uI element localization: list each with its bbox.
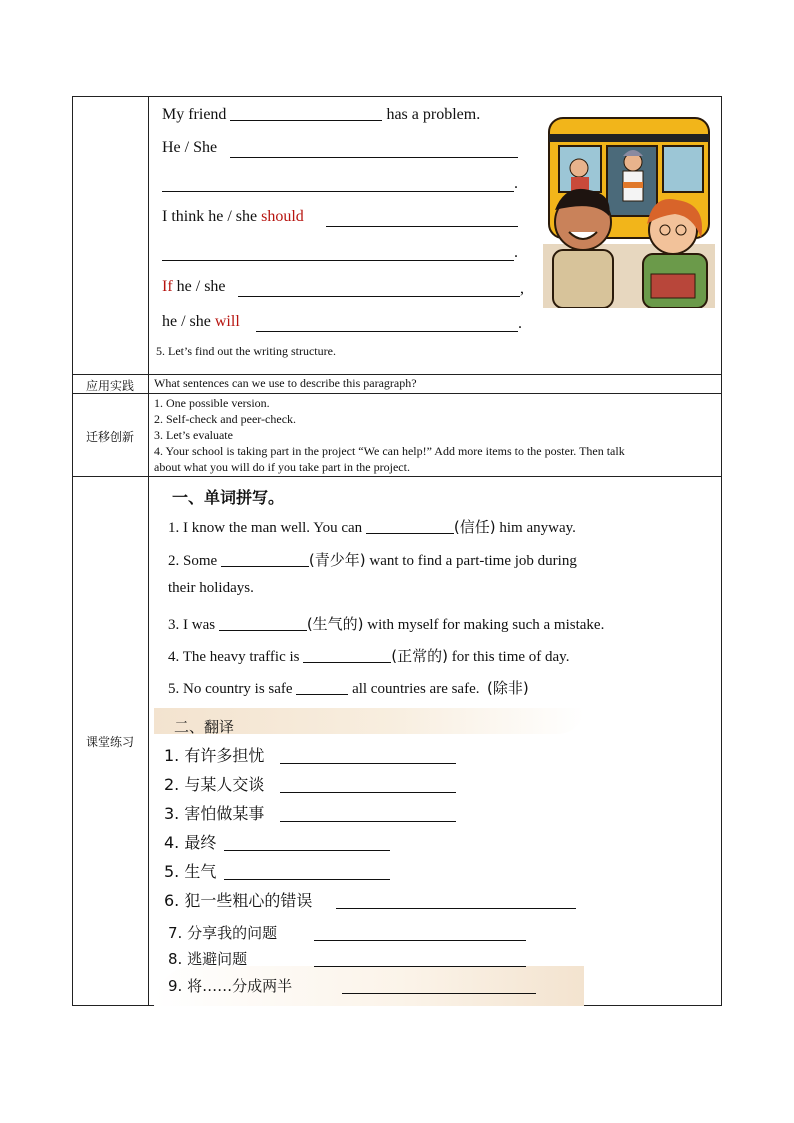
question-text: 3. I was <box>168 617 216 633</box>
transfer-item-4: 4. Your school is taking part in the project “We can help!” Add more items to the poster. Then talk <box>154 444 625 458</box>
writing-text: My friend <box>162 106 227 124</box>
answer-line[interactable] <box>280 821 456 822</box>
translation-item-7: 7. 分享我的问题 <box>168 924 278 942</box>
answer-line[interactable] <box>326 226 518 227</box>
question-text: him anyway. <box>499 520 576 536</box>
spelling-question-5 <box>168 677 529 698</box>
writing-text: He / She <box>162 139 218 156</box>
answer-blank[interactable] <box>221 552 309 567</box>
answer-line[interactable] <box>238 296 520 297</box>
translation-item-5: 5. 生气 <box>164 862 217 881</box>
hint-text: (生气的) <box>306 615 364 633</box>
writing-text: I think he / she <box>162 208 258 225</box>
translation-item-1: 1. 有许多担忧 <box>164 746 265 765</box>
table-border-right <box>721 96 722 1006</box>
lesson-table <box>72 96 722 1006</box>
translation-item-9: 9. 将……分成两半 <box>168 977 293 995</box>
transfer-item-1: 1. One possible version. <box>154 396 270 410</box>
writing-line-7 <box>162 313 240 331</box>
question-text: want to find a part-time job during <box>369 553 577 569</box>
hint-text: (青少年) <box>308 551 366 569</box>
translation-item-4: 4. 最终 <box>164 833 217 852</box>
spelling-question-1 <box>168 516 576 537</box>
writing-text: has a problem. <box>386 106 481 124</box>
answer-blank[interactable] <box>366 519 454 534</box>
transfer-item-4-cont: about what you will do if you take part in the project. <box>154 460 410 474</box>
hint-text: (正常的) <box>391 647 448 665</box>
row-divider <box>72 374 722 375</box>
row-label-transfer: 迁移创新 <box>85 430 134 444</box>
sentence-period: . <box>514 244 518 261</box>
answer-line[interactable] <box>314 966 526 967</box>
spelling-question-4 <box>168 645 569 666</box>
writing-line-6 <box>162 278 226 296</box>
answer-line[interactable] <box>224 879 390 880</box>
question-text: 1. I know the man well. You can <box>168 520 363 536</box>
hint-text: (信任) <box>453 518 496 536</box>
sentence-period: . <box>514 175 518 192</box>
spelling-question-3 <box>168 613 604 634</box>
answer-line[interactable] <box>162 191 514 192</box>
school-bus-students-illustration <box>543 104 715 308</box>
table-border-left <box>72 96 73 1006</box>
question-text: 2. Some <box>168 553 218 569</box>
answer-blank[interactable] <box>219 616 307 631</box>
question-text: 5. No country is safe <box>168 681 293 697</box>
question-text: all countries are safe. <box>352 681 480 697</box>
answer-line[interactable] <box>230 157 518 158</box>
sentence-comma: , <box>520 280 524 297</box>
translation-item-8: 8. 逃避问题 <box>168 950 248 968</box>
hint-text: (除非) <box>487 679 529 697</box>
writing-line-4 <box>162 208 304 226</box>
practice-question: What sentences can we use to describe this paragraph? <box>154 376 417 390</box>
answer-line[interactable] <box>336 908 576 909</box>
writing-text: he / she <box>162 313 211 330</box>
answer-line[interactable] <box>280 792 456 793</box>
writing-line-1 <box>162 105 480 124</box>
keyword-if: If <box>162 278 173 295</box>
row-divider <box>72 476 722 477</box>
answer-line[interactable] <box>256 331 518 332</box>
spelling-question-2-cont: their holidays. <box>168 580 254 596</box>
question-text: with myself for making such a mistake. <box>367 617 605 633</box>
writing-line-2 <box>162 139 217 157</box>
table-border-top <box>72 96 722 97</box>
answer-blank[interactable] <box>230 105 382 121</box>
keyword-should: should <box>261 208 304 225</box>
transfer-item-3: 3. Let’s evaluate <box>154 428 233 442</box>
sentence-period: . <box>518 315 522 332</box>
question-text: 4. The heavy traffic is <box>168 649 300 665</box>
spelling-heading: 一、单词拼写。 <box>172 488 285 507</box>
answer-line[interactable] <box>342 993 536 994</box>
row-divider <box>72 393 722 394</box>
row-label-exercise: 课堂练习 <box>85 735 134 749</box>
row-label-practice: 应用实践 <box>85 379 134 393</box>
step-5-instruction: 5. Let’s find out the writing structure. <box>156 344 336 358</box>
translation-item-2: 2. 与某人交谈 <box>164 775 265 794</box>
writing-text: he / she <box>176 278 226 295</box>
table-column-divider <box>148 96 149 1006</box>
translation-item-3: 3. 害怕做某事 <box>164 804 265 823</box>
answer-line[interactable] <box>224 850 390 851</box>
answer-line[interactable] <box>314 940 526 941</box>
keyword-will: will <box>214 313 240 330</box>
translation-heading: 二、翻译 <box>174 718 235 736</box>
answer-blank[interactable] <box>303 648 391 663</box>
answer-line[interactable] <box>162 260 514 261</box>
transfer-item-2: 2. Self-check and peer-check. <box>154 412 297 426</box>
question-text: for this time of day. <box>451 649 570 665</box>
spelling-question-2 <box>168 549 577 570</box>
translation-item-6: 6. 犯一些粗心的错误 <box>164 891 313 910</box>
answer-blank[interactable] <box>296 680 348 695</box>
answer-line[interactable] <box>280 763 456 764</box>
